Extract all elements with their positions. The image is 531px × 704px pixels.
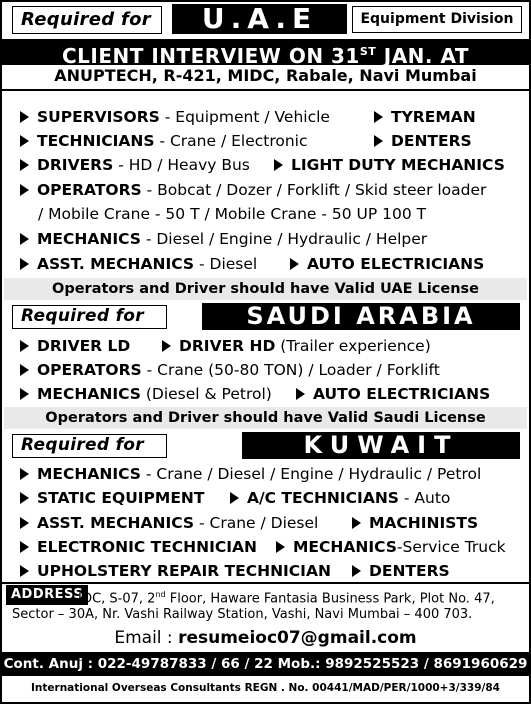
bullet-arrow-icon (352, 517, 361, 529)
bullet-arrow-icon (20, 184, 29, 196)
kuwait-header (2, 431, 529, 459)
job-title: MECHANICS (37, 465, 141, 483)
uae-license-notice: Operators and Driver should have Valid UAE License (4, 278, 527, 300)
divider (2, 89, 529, 91)
email-line (2, 626, 529, 650)
job-title: TECHNICIANS (37, 132, 155, 150)
uae-row-5 (38, 203, 426, 225)
job-title: STATIC EQUIPMENT (37, 489, 205, 507)
job-title: OPERATORS (37, 181, 142, 199)
job-title: MECHANICS (37, 385, 141, 403)
job-title: DENTERS (391, 132, 472, 150)
kuwait-row-5b (352, 560, 450, 582)
address-text: Floor, Haware Fantasia Business Park, Plot No. 47, (165, 591, 495, 607)
bullet-arrow-icon (20, 517, 29, 529)
kuwait-row-4b (276, 536, 506, 558)
uae-row-4 (20, 179, 486, 201)
job-detail: - Crane / Diesel / Engine / Hydraulic / Petrol (140, 465, 482, 483)
bullet-arrow-icon (162, 340, 171, 352)
country-title-uae: U.A.E (172, 4, 347, 34)
job-detail: - Diesel (194, 255, 258, 273)
bullet-arrow-icon (20, 135, 29, 147)
job-title: OPERATORS (37, 361, 142, 379)
bullet-arrow-icon (20, 111, 29, 123)
uae-row-7 (20, 253, 257, 275)
kuwait-row-2 (20, 487, 204, 509)
job-title: DRIVERS (37, 156, 114, 174)
country-title-kuwait: KUWAIT (242, 432, 520, 459)
interview-venue: ANUPTECH, R-421, MIDC, Rabale, Navi Mumbai (54, 66, 477, 85)
saudi-row-1b (162, 335, 431, 357)
bullet-arrow-icon (20, 258, 29, 270)
kuwait-row-2b (230, 487, 450, 509)
job-title: ASST. MECHANICS (37, 514, 195, 532)
job-title: ELECTRONIC TECHNICIAN (37, 538, 257, 556)
interview-banner (2, 39, 529, 68)
divider (2, 582, 529, 584)
country-title-saudi: SAUDI ARABIA (202, 303, 520, 330)
job-title: TYREMAN (391, 108, 476, 126)
job-detail: - Auto (398, 489, 451, 507)
uae-row-3 (20, 154, 250, 176)
email-address[interactable]: resumeioc07@gmail.com (178, 628, 417, 648)
floor-suffix: nd (155, 590, 166, 599)
required-for-label: Required for (12, 6, 162, 34)
bullet-arrow-icon (276, 541, 285, 553)
address-line-2: Sector – 30A, Nr. Vashi Railway Station, Vashi, Navi Mumbai – 400 703. (12, 607, 473, 622)
bullet-arrow-icon (296, 388, 305, 400)
interview-month: JAN. AT (376, 44, 470, 68)
bullet-arrow-icon (20, 233, 29, 245)
saudi-license-notice: Operators and Driver should have Valid Saudi License (4, 407, 527, 429)
uae-row-6 (20, 228, 427, 250)
saudi-row-2 (20, 359, 440, 381)
bullet-arrow-icon (20, 565, 29, 577)
job-title: DRIVER LD (37, 337, 131, 355)
uae-row-1 (20, 106, 330, 128)
saudi-row-3b (296, 383, 490, 405)
kuwait-row-1 (20, 463, 481, 485)
interview-text: CLIENT INTERVIEW ON 31 (61, 44, 360, 68)
address-text: IOC, S-07, 2 (78, 591, 156, 607)
job-detail: - Diesel / Engine / Hydraulic / Helper (140, 230, 428, 248)
job-title: MECHANICS (37, 230, 141, 248)
email-label: Email : (114, 628, 179, 648)
kuwait-row-5 (20, 560, 331, 582)
bullet-arrow-icon (20, 340, 29, 352)
bullet-arrow-icon (290, 258, 299, 270)
job-detail: - Crane (50-80 TON) / Loader / Forklift (141, 361, 440, 379)
job-title: DRIVER HD (179, 337, 276, 355)
bullet-arrow-icon (20, 492, 29, 504)
job-title: DENTERS (369, 562, 450, 580)
saudi-header (2, 302, 529, 330)
job-title: MECHANICS (293, 538, 397, 556)
job-detail: / Mobile Crane - 50 T / Mobile Crane - 50 UP 100 T (38, 205, 427, 223)
bullet-arrow-icon (20, 388, 29, 400)
job-detail: - HD / Heavy Bus (113, 156, 250, 174)
job-title: ASST. MECHANICS (37, 255, 195, 273)
job-detail: -Service Truck (396, 538, 506, 556)
contact-bar: Cont. Anuj : 022-49787833 / 66 / 22 Mob.: 9892525523 / 8691960629 (2, 652, 529, 676)
bullet-arrow-icon (374, 135, 383, 147)
saudi-row-3 (20, 383, 272, 405)
bullet-arrow-icon (20, 159, 29, 171)
job-title: AUTO ELECTRICIANS (307, 255, 485, 273)
bullet-arrow-icon (230, 492, 239, 504)
job-detail: (Trailer experience) (275, 337, 431, 355)
uae-row-2 (20, 130, 308, 152)
bullet-arrow-icon (20, 364, 29, 376)
required-for-label: Required for (12, 434, 167, 458)
uae-row-2b (374, 130, 472, 152)
job-detail: (Diesel & Petrol) (140, 385, 272, 403)
job-title: SUPERVISORS (37, 108, 160, 126)
job-title: AUTO ELECTRICIANS (313, 385, 491, 403)
bullet-arrow-icon (374, 111, 383, 123)
uae-row-7b (290, 253, 484, 275)
kuwait-row-4 (20, 536, 257, 558)
division-label: Equipment Division (352, 6, 522, 33)
job-title: MACHINISTS (369, 514, 479, 532)
address-label: ADDRESS (6, 585, 88, 605)
kuwait-row-3 (20, 512, 318, 534)
saudi-row-1 (20, 335, 130, 357)
required-for-label: Required for (12, 305, 167, 329)
bullet-arrow-icon (20, 468, 29, 480)
registration-line: International Overseas Consultants REGN . No. 00441/MAD/PER/1000+3/339/84 (31, 682, 500, 694)
job-title: UPHOLSTERY REPAIR TECHNICIAN (37, 562, 331, 580)
job-detail: - Crane / Electronic (154, 132, 308, 150)
job-title: LIGHT DUTY MECHANICS (291, 156, 505, 174)
uae-row-1b (374, 106, 476, 128)
job-title: A/C TECHNICIANS (247, 489, 399, 507)
job-detail: - Crane / Diesel (194, 514, 319, 532)
bullet-arrow-icon (352, 565, 361, 577)
bullet-arrow-icon (20, 541, 29, 553)
job-detail: - Bobcat / Dozer / Forklift / Skid steer loader (141, 181, 487, 199)
kuwait-row-3b (352, 512, 478, 534)
job-detail: - Equipment / Vehicle (159, 108, 330, 126)
bullet-arrow-icon (274, 159, 283, 171)
uae-header (2, 2, 529, 38)
uae-row-3b (274, 154, 505, 176)
interview-date-suffix: ST (359, 45, 377, 58)
